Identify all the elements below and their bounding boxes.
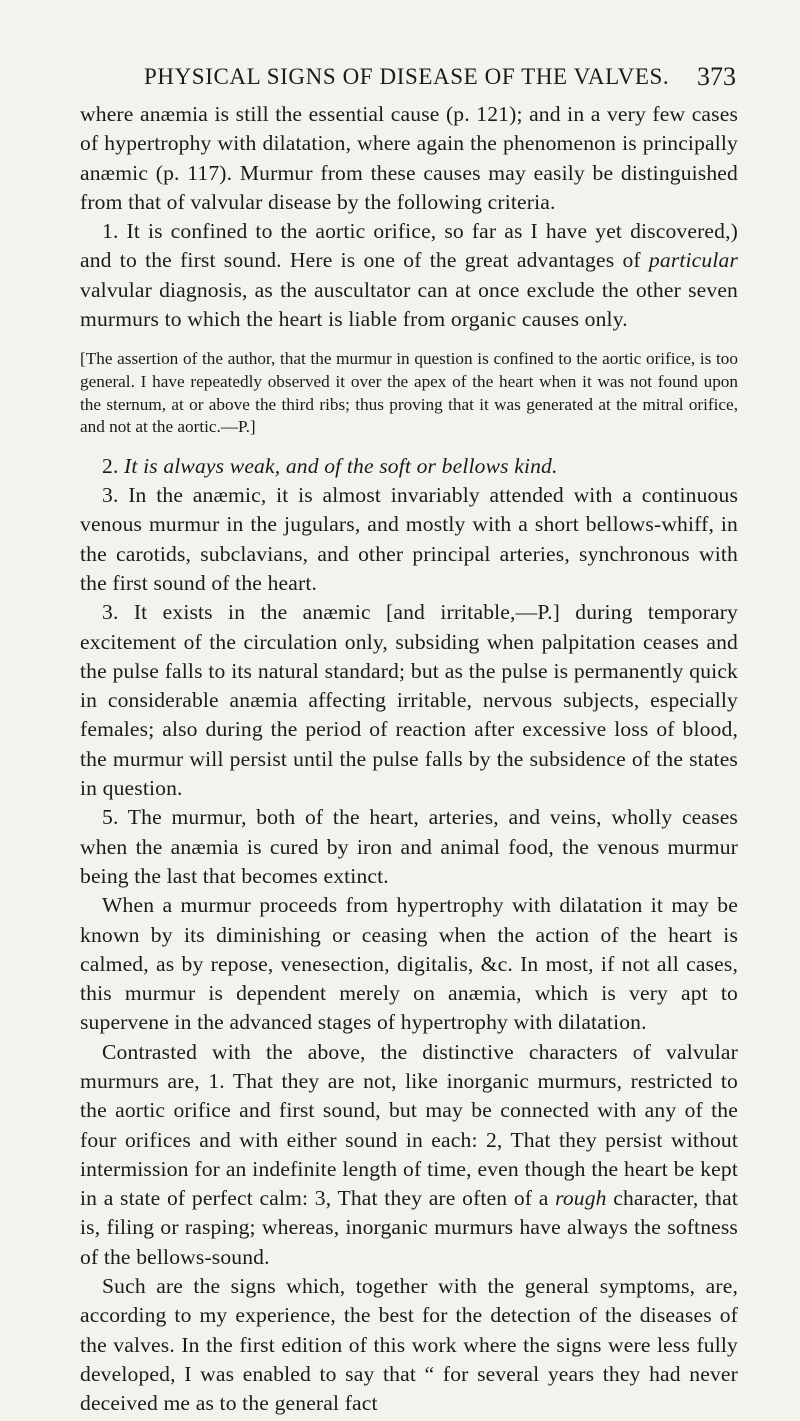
- text-run: character, that is, filing or rasping; whereas, inorganic murmurs have always the softness of the bellows-sound.: [80, 1186, 738, 1269]
- paragraph: [80, 1272, 738, 1418]
- italic-text: It is always weak, and of the soft or bellows kind.: [124, 453, 558, 478]
- text-run: where anæmia is still the essential cause (p. 121); and in a very few cases of hypertrophy with dilatation, where again the phenomenon is principally anæmic (p. 117). Murmur from these causes may easily be distinguished from that of valvular disease by the following criteria.: [80, 102, 738, 214]
- paragraph: [80, 217, 738, 334]
- text-run: 5. The murmur, both of the heart, arteries, and veins, wholly ceases when the anæmia is cured by iron and animal food, the venous murmur being the last that becomes extinct.: [80, 805, 738, 888]
- text-run: Such are the signs which, together with the general symptoms, are, according to my experience, the best for the detection of the diseases of the valves. In the first edition of this work where the signs were less fully developed, I was enabled to say that “ for several years they had never deceived me as to the general fact: [80, 1274, 738, 1416]
- text-run: Contrasted with the above, the distinctive characters of valvular murmurs are, 1. That they are not, like inorganic murmurs, restricted to the aortic orifice and first sound, but may be connected with any of the four orifices and with either sound in each: 2, That they persist without intermission for an indefinite length of time, even though the heart be kept in a state of perfect calm: 3, That they are often of a: [80, 1039, 738, 1211]
- paragraph: [80, 803, 738, 891]
- editor-note: [80, 348, 738, 438]
- paragraph: [80, 100, 738, 217]
- text-run: 2.: [102, 453, 125, 478]
- text-run: When a murmur proceeds from hypertrophy with dilatation it may be known by its diminishing or ceasing when the action of the heart is calmed, as by repose, venesection, digitalis, &c. In most, if not all cases, this murmur is dependent merely on anæmia, which is very apt to supervene in the advanced stages of hypertrophy with dilatation.: [80, 893, 738, 1035]
- body-text: [80, 100, 738, 1419]
- paragraph: [80, 1038, 738, 1272]
- page-number: 373: [697, 62, 736, 91]
- page-header: [80, 64, 740, 98]
- paragraph: [80, 598, 738, 803]
- text-run: 3. It exists in the anæmic [and irritable,—P.] during temporary excitement of the circulation only, subsiding when palpitation ceases and the pulse falls to its natural standard; but as the pulse is permanently quick in considerable anæmia affecting irritable, nervous subjects, especially females; also during the period of reaction after excessive loss of blood, the murmur will persist until the pulse falls by the subsidence of the states in question.: [80, 600, 738, 801]
- paragraph: [80, 452, 738, 481]
- text-run: [The assertion of the author, that the murmur in question is confined to the aortic orifice, is too general. I have repeatedly observed it over the apex of the heart when it was not found upon the sternum, at or above the third ribs; thus proving that it was generated at the mitral orifice, and not at the aortic.—P.]: [80, 349, 738, 437]
- text-run: 3. In the anæmic, it is almost invariably attended with a continuous venous murmur in the jugulars, and mostly with a short bellows-whiff, in the carotids, subclavians, and other principal arteries, synchronous with the first sound of the heart.: [80, 483, 738, 595]
- text-run: valvular diagnosis, as the auscultator can at once exclude the other seven murmurs to which the heart is liable from organic causes only.: [80, 277, 738, 332]
- italic-text: particular: [648, 248, 738, 273]
- running-title: PHYSICAL SIGNS OF DISEASE OF THE VALVES.: [144, 64, 670, 89]
- italic-text: rough: [555, 1186, 607, 1211]
- paragraph: [80, 481, 738, 598]
- paragraph: [80, 891, 738, 1037]
- text-run: 1. It is confined to the aortic orifice, so far as I have yet discovered,) and to the first sound. Here is one of the great advantages of: [80, 219, 738, 273]
